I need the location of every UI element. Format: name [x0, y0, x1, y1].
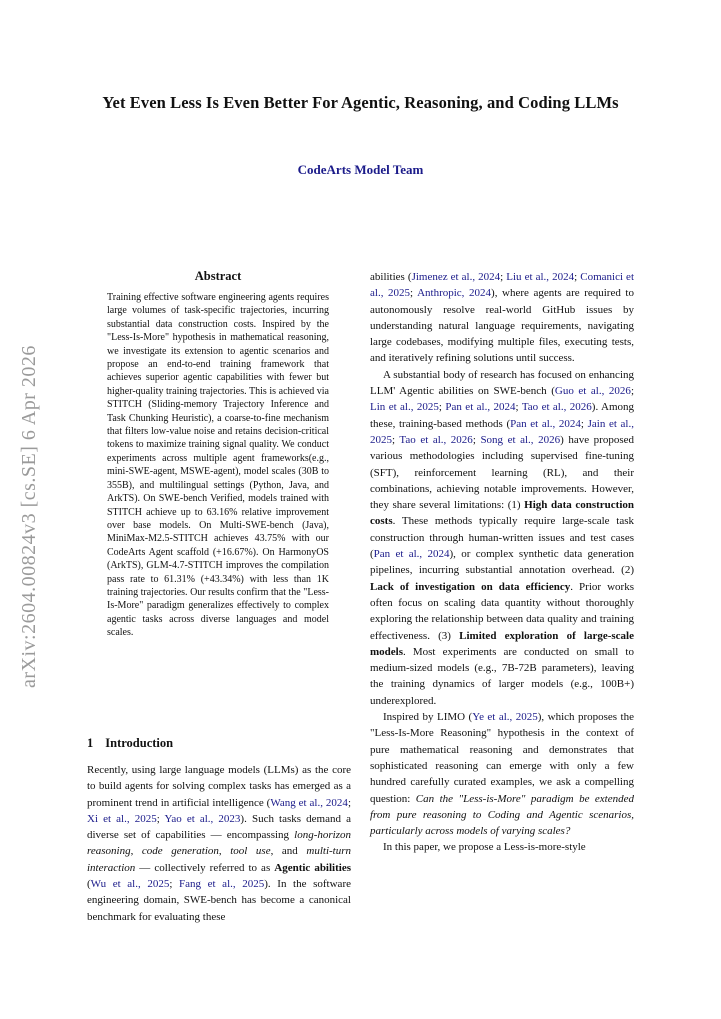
- citation-link[interactable]: Comanici et al., 2025: [370, 271, 635, 300]
- emphasis-text: long-horizon reasoning: [87, 829, 351, 858]
- citation-link[interactable]: Wang et al., 2024: [270, 796, 348, 809]
- citation-link[interactable]: Pan et al., 2024: [445, 401, 516, 414]
- intro-paragraph-2: abilities (Jimenez et al., 2024; Liu et al., 2024; Comanici et al., 2025; Anthropic, 2024), where agents are required to autonomously resolve real-world GitHub issues by understanding natural language requirements, navigating large codebases, modifying multiple files, executing tests, and iteratively refining solutions until success.: [370, 271, 635, 365]
- citation-link[interactable]: Xi et al., 2025: [87, 812, 157, 825]
- citation-link[interactable]: Fang et al., 2025: [179, 878, 265, 891]
- author-line: CodeArts Model Team: [297, 162, 424, 177]
- section-title: Introduction: [105, 736, 174, 750]
- abstract-heading: Abstract: [194, 269, 242, 283]
- citation-link[interactable]: Wu et al., 2025: [90, 878, 170, 891]
- bold-term: Agentic abilities: [274, 861, 351, 874]
- citation-link[interactable]: Tao et al., 2026: [399, 433, 473, 446]
- citation-link[interactable]: Ye et al., 2025: [472, 711, 538, 724]
- intro-paragraph-3: A substantial body of research has focused on enhancing LLM' Agentic abilities on SWE-bench (Guo et al., 2026; Lin et al., 2025; Pan et al., 2024; Tao et al., 2026). Among these, training-based methods (Pan et al., 2024; Jain et al., 2025; Tao et al., 2026; Song et al., 2026) have proposed various methodologies including supervised fine-tuning (SFT), reinforcement learning (RL), and their combinations, achieving notable improvements. However, they share several limitations: (1) High data construction costs. These methods typically require large-scale task construction through human-written issues and test cases (Pan et al., 2024), or complex synthetic data generation pipelines, incurring substantial annotation overhead. (2) Lack of investigation on data efficiency. Prior works often focus on scaling data quantity without thoroughly exploring the relationship between data quality and training effectiveness. (3) Limited exploration of large-scale models. Most experiments are conducted on small to medium-sized models (e.g., 7B-72B parameters), leaving the training dynamics of larger models (e.g., 100B+) underexplored.: [370, 368, 635, 707]
- arxiv-stamp: arXiv:2604.00824v3 [cs.SE] 6 Apr 2026: [18, 345, 40, 688]
- bold-term: Limited exploration of large-scale models: [370, 629, 634, 658]
- intro-paragraph-4: Inspired by LIMO (Ye et al., 2025), which proposes the "Less-Is-More Reasoning" hypothesis in the context of pure mathematical reasoning and demonstrates that sophisticated reasoning can emerge with only a few hundred carefully curated examples, we ask a compelling question: Can the "Less-is-More" paradigm be extended from pure reasoning to Coding and Agentic scenarios, particularly across models of varying scales?: [370, 711, 634, 838]
- citation-link[interactable]: Tao et al., 2026: [521, 401, 592, 414]
- citation-link[interactable]: Liu et al., 2024: [506, 271, 575, 283]
- bold-term: High data construction costs: [370, 499, 634, 528]
- citation-link[interactable]: Pan et al., 2024: [510, 417, 581, 430]
- emphasis-text: tool use: [230, 845, 271, 858]
- emphasis-text: code generation: [141, 845, 219, 858]
- intro-right-column: [370, 269, 634, 856]
- intro-left-column: [87, 762, 351, 925]
- section-number: 1: [87, 736, 94, 750]
- citation-link[interactable]: Pan et al., 2024: [373, 548, 450, 561]
- intro-paragraph-5: In this paper, we propose a Less-is-more-style: [383, 841, 586, 854]
- citation-link[interactable]: Anthropic, 2024: [417, 287, 492, 300]
- intro-paragraph-1: Recently, using large language models (LLMs) as the core to build agents for solving complex tasks has emerged as a prominent trend in artificial intelligence (Wang et al., 2024; Xi et al., 2025; Yao et al., 2023). Such tasks demand a diverse set of capabilities — encompassing long-horizon reasoning, code generation, tool use, and multi-turn interaction — collectively referred to as Agentic abilities (Wu et al., 2025; Fang et al., 2025). In the software engineering domain, SWE-bench has become a canonical benchmark for evaluating these: [87, 764, 352, 923]
- section-heading: [87, 736, 351, 751]
- citation-link[interactable]: Song et al., 2026: [480, 433, 561, 446]
- research-question: Can the "Less-is-More" paradigm be extended from pure reasoning to Coding and Agentic scenarios, particularly across models of varying scales?: [370, 792, 634, 838]
- arxiv-stamp-container: [12, 306, 56, 688]
- abstract-body: Training effective software engineering agents requires large volumes of task-specific trajectories, incurring substantial data construction costs. Inspired by the "Less-Is-More" hypothesis in mathematical reasoning, we investigate its extension to agentic scenarios and propose an end-to-end training framework that achieves superior agentic capabilities with fewer but higher-quality training trajectories. This is achieved via STITCH (Sliding-memory Trajectory Inference and Task Chunking Heuristic), a coarse-to-fine mechanism that filters low-value noise and retains decision-critical tokens to maximize training signal quality. We conduct experiments across multiple agent frameworks(e.g., mini-SWE-agent, MSWE-agent), model scales (30B to 355B), and multilingual settings (Python, Java, and ArkTS). On SWE-bench Verified, models trained with STITCH achieve up to 63.16% relative improvement over base models. On Multi-SWE-bench (Java), MiniMax-M2.5-STITCH achieves 43.75% with our CodeArts Agent scaffold (+16.67%). On HarmonyOS (ArkTS), GLM-4.7-STITCH improves the compilation pass rate to 61.31% (+43.34%) with less than 1K training trajectories. Our results confirm that the "Less-Is-More" paradigm generalizes effectively to complex agentic tasks across diverse languages and model scales.: [107, 292, 329, 639]
- emphasis-text: multi-turn interaction: [87, 845, 352, 874]
- citation-link[interactable]: Jimenez et al., 2024: [411, 271, 501, 283]
- paper-title: Yet Even Less Is Even Better For Agentic, Reasoning, and Coding LLMs: [102, 93, 619, 112]
- citation-link[interactable]: Yao et al., 2023: [164, 812, 241, 825]
- citation-link[interactable]: Guo et al., 2026: [554, 385, 631, 398]
- bold-term: Lack of investigation on data efficiency: [370, 580, 571, 593]
- citation-link[interactable]: Jain et al., 2025: [370, 417, 634, 446]
- citation-link[interactable]: Lin et al., 2025: [370, 401, 439, 414]
